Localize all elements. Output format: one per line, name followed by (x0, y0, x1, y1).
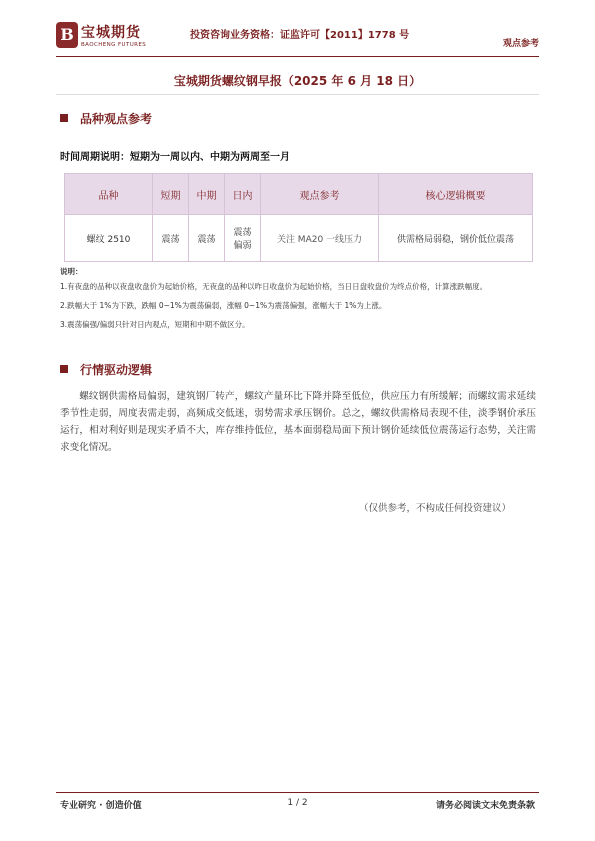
cell-intraday-line2: 偏弱 (233, 241, 252, 251)
page-number: 1 / 2 (287, 798, 308, 808)
logo-mark-icon: B (56, 22, 78, 48)
table-header-row (65, 174, 533, 215)
footer-disclaimer-link[interactable]: 请务必阅读文末免责条款 (435, 801, 535, 811)
col-header-view: 观点参考 (261, 174, 379, 215)
col-header-short: 短期 (153, 174, 189, 215)
cell-view: 关注 MA20 一线压力 (261, 215, 379, 262)
qualification-text: 投资咨询业务资格：证监许可【2011】1778 号 (190, 30, 410, 41)
notes-block (60, 266, 538, 338)
disclaimer: （仅供参考，不构成任何投资建议） (358, 503, 511, 514)
period-note: 时间周期说明：短期为一周以内、中期为两周至一月 (60, 152, 290, 163)
footer-slogan: 专业研究 · 创造价值 (60, 801, 142, 811)
company-logo (56, 22, 156, 54)
section-heading-text: 品种观点参考 (80, 112, 153, 126)
cell-intraday (225, 215, 261, 262)
section-heading-drivers (60, 361, 152, 378)
col-header-variety: 品种 (65, 174, 153, 215)
header-ref-label: 观点参考 (502, 39, 539, 49)
square-bullet-icon (60, 365, 68, 373)
header-divider (56, 56, 539, 57)
table-row (65, 215, 533, 262)
notes-heading: 说明： (60, 267, 83, 276)
driver-paragraph: 螺纹钢供需格局偏弱，建筑钢厂转产，螺纹产量环比下降并降至低位，供应压力有所缓解；而螺纹需求延续季节性走弱，周度表需走弱，高频成交低迷，弱势需求承压钢价。总之，螺纹供需格局表现不佳，淡季钢价承压运行，相对利好则是现实矛盾不大，库存维持低位，基本面弱稳局面下预计钢价延续低位震荡运行态势，关注需求变化情况。 (60, 391, 536, 453)
col-header-mid: 中期 (189, 174, 225, 215)
footer-divider (56, 792, 539, 793)
logo-chinese-name: 宝城期货 (81, 25, 141, 41)
cell-intraday-line1: 震荡 (233, 228, 252, 238)
cell-logic: 供需格局弱稳，钢价低位震荡 (379, 215, 533, 262)
note-item: 3.震荡偏强/偏弱只针对日内观点，短期和中期不做区分。 (60, 320, 250, 329)
note-item: 1.有夜盘的品种以夜盘收盘价为起始价格，无夜盘的品种以昨日收盘价为起始价格，当日日盘收盘价为终点价格，计算涨跌幅度。 (60, 282, 488, 291)
section-heading-views (60, 110, 152, 127)
col-header-logic: 核心逻辑概要 (379, 174, 533, 215)
section-heading-text: 行情驱动逻辑 (80, 363, 153, 377)
note-item: 2.跌幅大于 1%为下跌，跌幅 0~1%为震荡偏弱，涨幅 0~1%为震荡偏强，涨幅大于 1%为上涨。 (60, 301, 387, 310)
report-title: 宝城期货螺纹钢早报（2025 年 6 月 18 日） (173, 74, 422, 88)
title-divider (56, 94, 539, 95)
square-bullet-icon (60, 114, 68, 122)
col-header-intraday: 日内 (225, 174, 261, 215)
cell-variety: 螺纹 2510 (65, 215, 153, 262)
cell-short: 震荡 (153, 215, 189, 262)
cell-mid: 震荡 (189, 215, 225, 262)
logo-english-name: BAOCHENG FUTURES (81, 42, 147, 48)
page-header (0, 0, 595, 60)
views-table (64, 173, 533, 262)
